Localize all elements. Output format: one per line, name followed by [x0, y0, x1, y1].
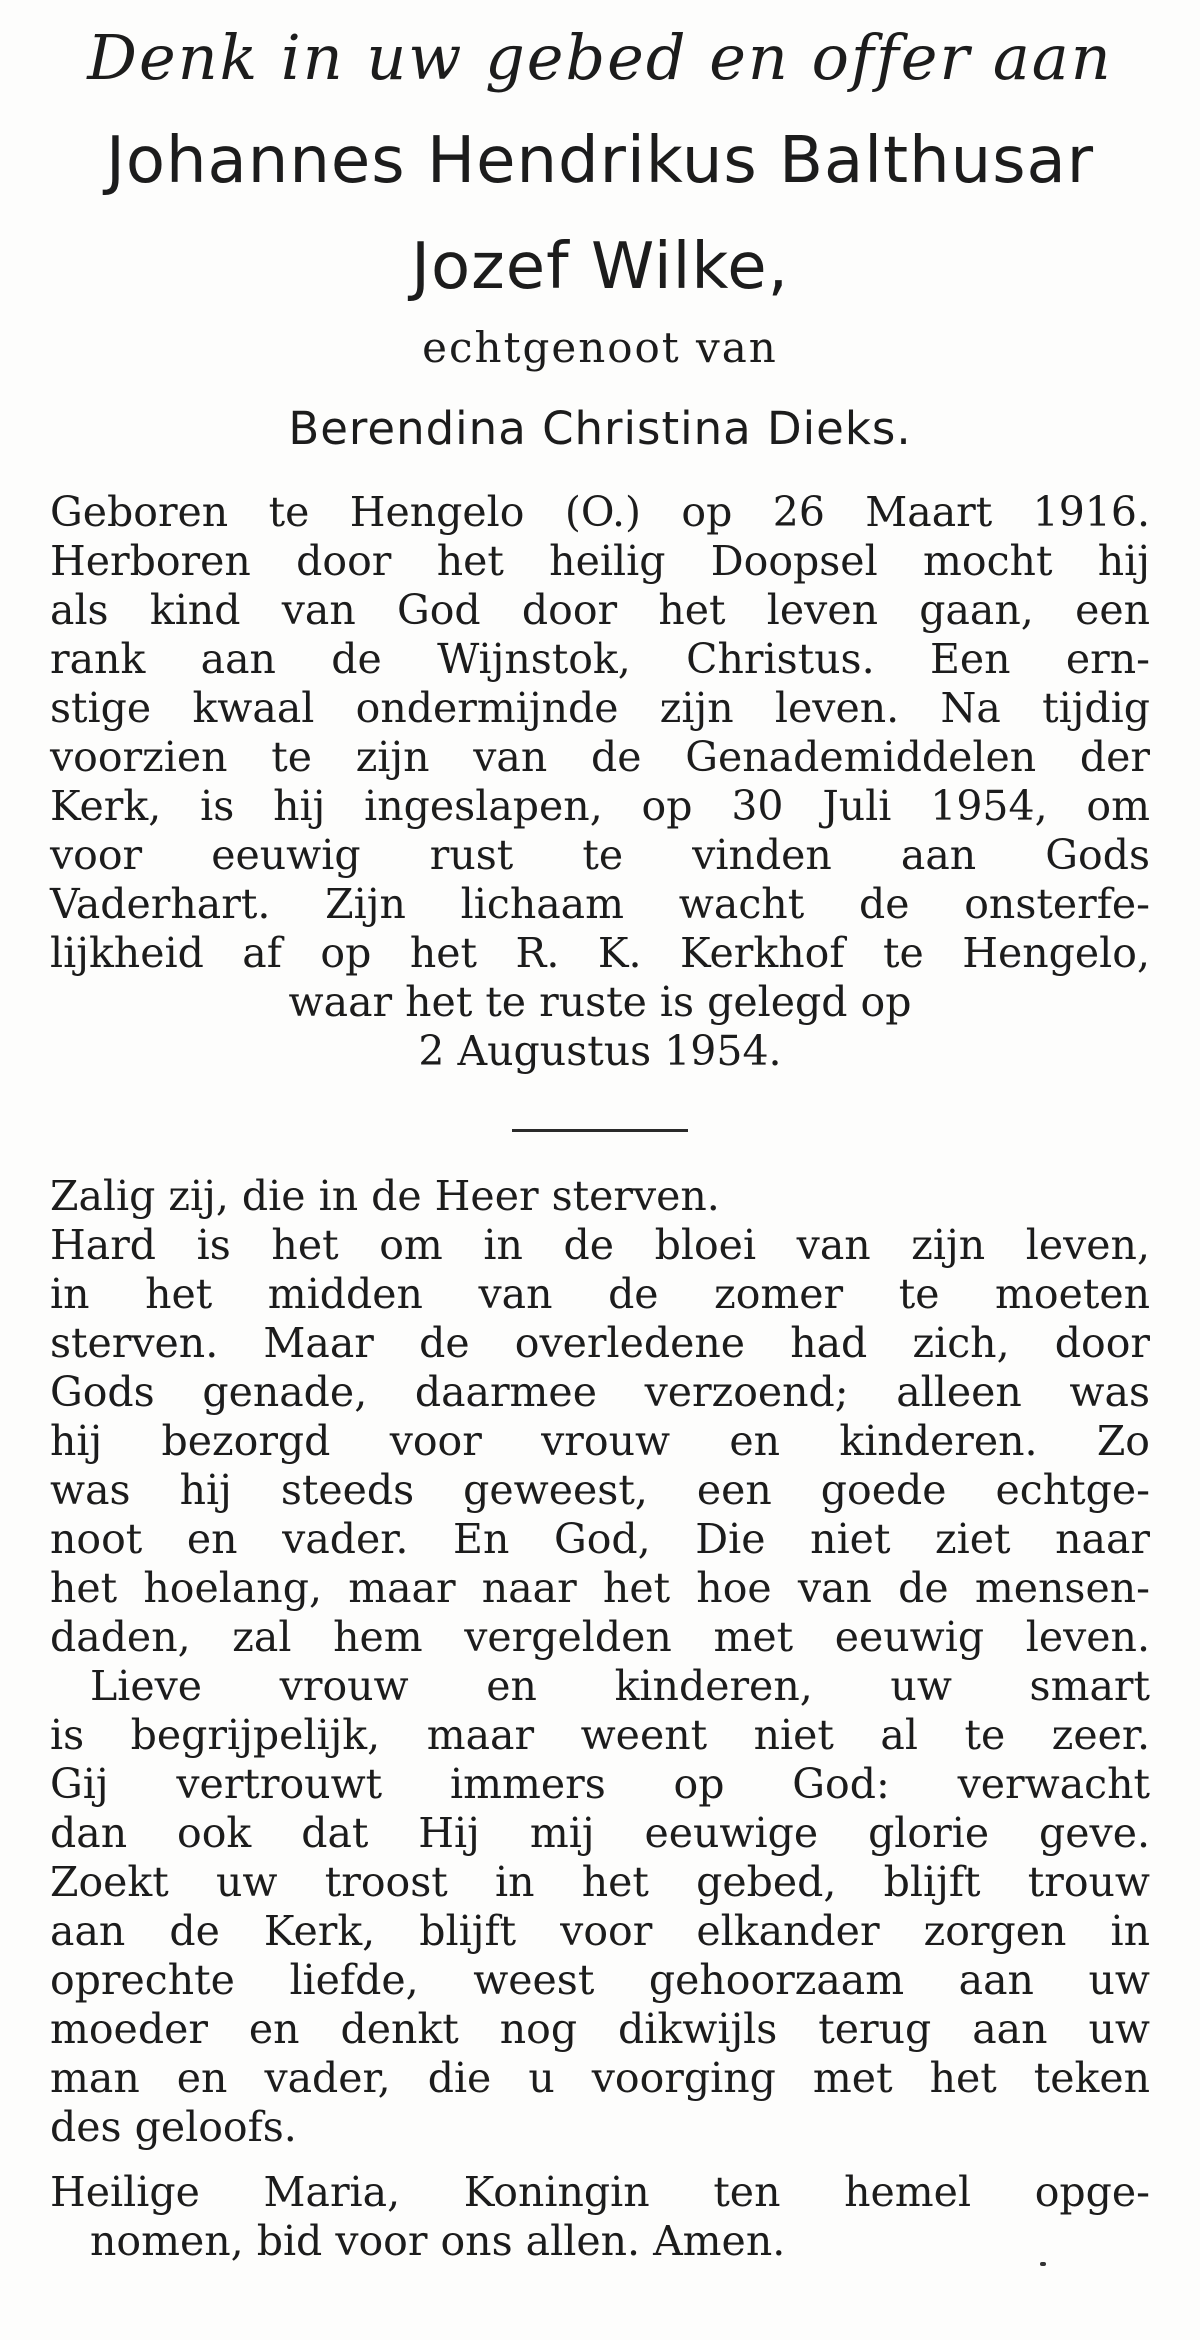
- meditation-line: Gods genade, daarmee verzoend; alleen was: [50, 1368, 1150, 1416]
- biography-line: Herboren door het heilig Doopsel mocht hij: [50, 537, 1150, 585]
- meditation-line: noot en vader. En God, Die niet ziet naar: [50, 1515, 1150, 1563]
- meditation-line: hij bezorgd voor vrouw en kinderen. Zo: [50, 1417, 1150, 1465]
- biography-line: rank aan de Wijnstok, Christus. Een ern-: [50, 635, 1150, 683]
- meditation-line: moeder en denkt nog dikwijls terug aan uw: [50, 2005, 1150, 2053]
- biography-line: stige kwaal ondermijnde zijn leven. Na tijdig: [50, 684, 1150, 732]
- meditation-line: daden, zal hem vergelden met eeuwig leven.: [50, 1613, 1150, 1661]
- biography-line: Vaderhart. Zijn lichaam wacht de onsterfe-: [50, 880, 1150, 928]
- meditation-line: Gij vertrouwt immers op God: verwacht: [50, 1760, 1150, 1808]
- spouse-intro: echtgenoot van: [422, 323, 778, 372]
- biography-line: Geboren te Hengelo (O.) op 26 Maart 1916.: [50, 488, 1150, 536]
- biography-line: voor eeuwig rust te vinden aan Gods: [50, 831, 1150, 879]
- invocation-line: Denk in uw gebed en offer aan: [87, 21, 1113, 94]
- deceased-name-line-1: Johannes Hendrikus Balthusar: [105, 124, 1095, 198]
- meditation-line: sterven. Maar de overledene had zich, door: [50, 1319, 1150, 1367]
- meditation-line: was hij steeds geweest, een goede echtge-: [50, 1466, 1150, 1514]
- meditation-line: des geloofs.: [50, 2103, 297, 2151]
- meditation-line: Zalig zij, die in de Heer sterven.: [50, 1172, 720, 1220]
- biography-line: voorzien te zijn van de Genademiddelen der: [50, 733, 1150, 781]
- meditation-line: is begrijpelijk, maar weent niet al te zeer.: [50, 1711, 1150, 1759]
- meditation-line: dan ook dat Hij mij eeuwige glorie geve.: [50, 1809, 1150, 1857]
- meditation-line: Lieve vrouw en kinderen, uw smart: [90, 1662, 1150, 1710]
- meditation-line: Hard is het om in de bloei van zijn leven,: [50, 1221, 1150, 1269]
- biography-line: lijkheid af op het R. K. Kerkhof te Hengelo,: [50, 929, 1150, 977]
- prayer-line: Heilige Maria, Koningin ten hemel opge-: [50, 2168, 1150, 2216]
- meditation-line: man en vader, die u voorging met het teken: [50, 2054, 1150, 2102]
- meditation-line: oprechte liefde, weest gehoorzaam aan uw: [50, 1956, 1150, 2004]
- meditation-line: aan de Kerk, blijft voor elkander zorgen in: [50, 1907, 1150, 1955]
- section-divider: [512, 1129, 688, 1132]
- biography-line: 2 Augustus 1954.: [418, 1027, 782, 1075]
- print-speck: [1040, 2262, 1046, 2266]
- meditation-line: Zoekt uw troost in het gebed, blijft trouw: [50, 1858, 1150, 1906]
- prayer-line: nomen, bid voor ons allen. Amen.: [90, 2217, 786, 2265]
- biography-line: Kerk, is hij ingeslapen, op 30 Juli 1954, om: [50, 782, 1150, 830]
- biography-line: als kind van God door het leven gaan, een: [50, 586, 1150, 634]
- meditation-line: het hoelang, maar naar het hoe van de mensen-: [50, 1564, 1150, 1612]
- deceased-name-line-2: Jozef Wilke,: [411, 230, 789, 304]
- meditation-line: in het midden van de zomer te moeten: [50, 1270, 1150, 1318]
- spouse-name: Berendina Christina Dieks.: [288, 402, 912, 455]
- biography-line: waar het te ruste is gelegd op: [288, 978, 912, 1026]
